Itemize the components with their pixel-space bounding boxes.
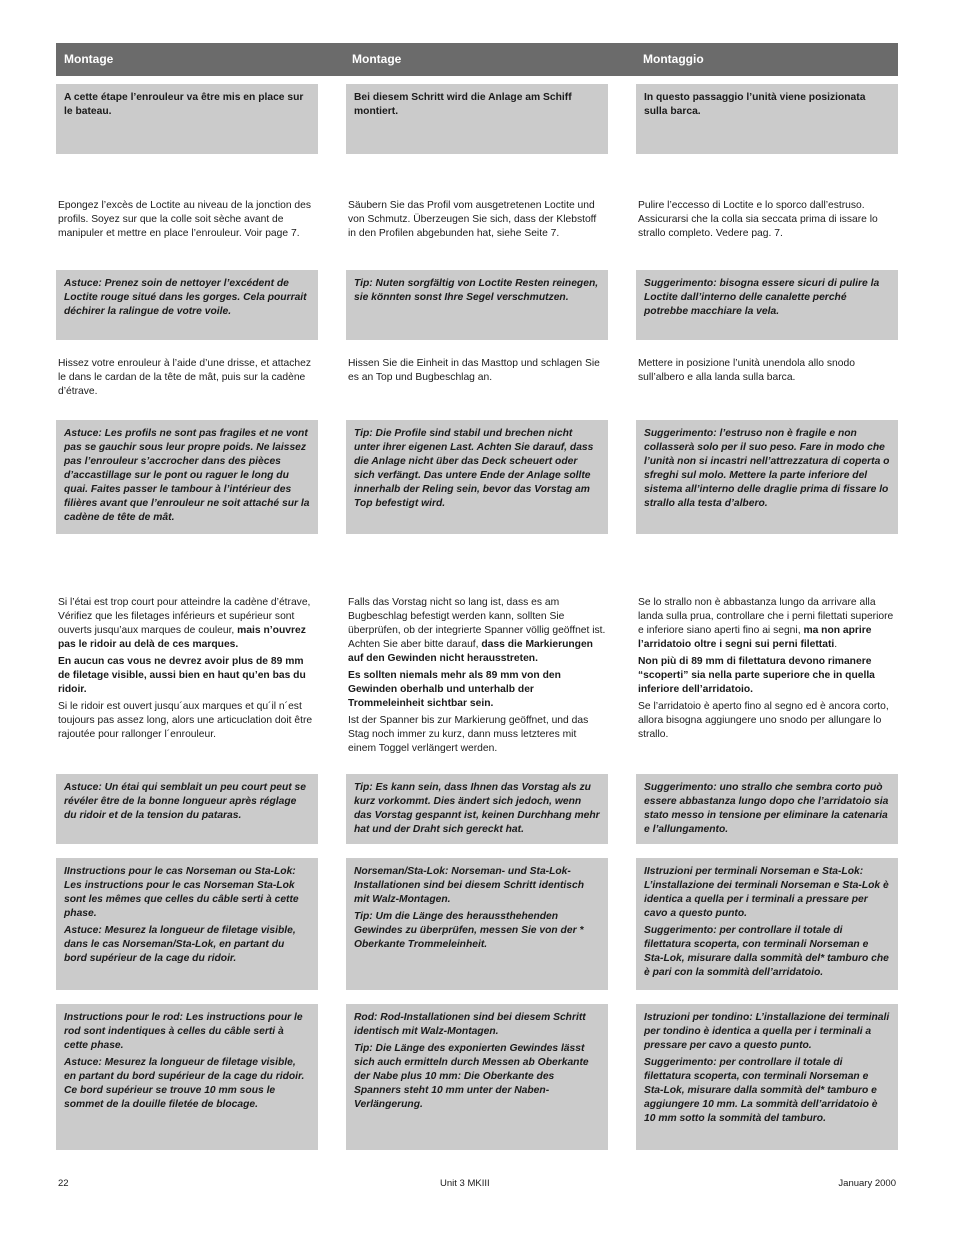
norseman-p2-fr: Astuce: Mesurez la longueur de filetage visible, dans le cas Norseman/Sta-Lok, en partant du bord supérieur de la cage du ridoir. <box>64 925 296 964</box>
rod-box-it <box>636 1004 898 1150</box>
tip-box-loctite-de <box>346 270 608 340</box>
tip-box-short-stay-fr <box>56 774 318 844</box>
short-stay-p3-fr: Si le ridoir est ouvert jusqu´aux marques et qu´il n´est toujours pas assez long, alors une articuclation doit être rajoutée pour rallonger l´enrouleur. <box>58 701 313 740</box>
tip-text-profiles-it: Suggerimento: l’estruso non è fragile e non collasserà solo per il suo peso. Fare in modo che l’unità non si incastri nell’attrezzatura di coperta o sfreghi sul molo. Mettere la parte inferiore del sistema all’interno delle draglie prima di fissare lo strallo alla testa d’albero. <box>644 428 890 509</box>
intro-box-fr <box>56 84 318 154</box>
rod-p1-it: Istruzioni per tondino: L’installazione dei terminali per tondino è identica a quella per i terminali a pressare per cavo a questo punto. <box>644 1012 890 1051</box>
tip-box-loctite-fr <box>56 270 318 340</box>
loctite-paragraph-it <box>636 199 898 241</box>
tip-text-short-stay-it: Suggerimento: uno strallo che sembra corto può essere abbastanza lungo dopo che l’arridatoio sia stato messo in tensione per eliminare la catenaria e l’allungamento. <box>644 782 889 835</box>
norseman-box-fr <box>56 858 318 990</box>
rod-p2-de: Tip: Die Länge des exponierten Gewindes lässt sich auch ermitteln durch Messen ab Oberkante der Nabe plus 10 mm: Die Oberkante des Spanners steht 10 mm unter der Naben-Verlängerung. <box>354 1043 589 1110</box>
hoist-paragraph-fr <box>56 357 318 399</box>
tip-box-profiles-de <box>346 420 608 534</box>
short-stay-p1-bold-fr: mais n’ouvrez pas le ridoir au delà de ces marques. <box>58 625 306 650</box>
hoist-text-de: Hissen Sie die Einheit in das Masttop und schlagen Sie es an Top und Bugbeschlag an. <box>348 358 600 383</box>
tip-text-profiles-de: Tip: Die Profile sind stabil und brechen nicht unter ihrer eigenen Last. Achten Sie darauf, dass die Anlage nicht über das Deck scheuert oder sich verfängt. Das untere Ende der Anlage sollte innerhalb der Reling sein, bevor das Vorstag am Top befestigt wird. <box>354 428 594 509</box>
page-number: 22 <box>58 1178 69 1189</box>
rod-p1-de: Rod: Rod-Installationen sind bei diesem Schritt identisch mit Walz-Montagen. <box>354 1012 586 1037</box>
footer-date: January 2000 <box>838 1178 896 1189</box>
tip-box-short-stay-it <box>636 774 898 844</box>
loctite-text-it: Pulire l’eccesso di Loctite e lo sporco dall’estruso. Assicurarsi che la colla sia seccata prima di issare lo strallo completo. Vedere pag. 7. <box>638 200 878 239</box>
short-stay-p1-de <box>348 596 606 666</box>
rod-p1-fr: Instructions pour le rod: Les instructions pour le rod sont indentiques à celles du câble serti à cette phase. <box>64 1012 303 1051</box>
short-stay-paragraph-it <box>636 596 898 745</box>
short-stay-p2-de: Es sollten niemals mehr als 89 mm von den Gewinden oberhalb und unterhalb der Trommeleinheit sichtbar sein. <box>348 670 561 709</box>
short-stay-p1-text-it: Se lo strallo non è abbastanza lungo da arrivare alla landa sulla prua, controllare che i perni filettati superiore e inferiore siano aperti fino ai segni, <box>638 597 894 636</box>
header-col-french: Montage <box>64 52 114 66</box>
short-stay-p1-end-it: . <box>834 639 838 650</box>
norseman-box-de <box>346 858 608 990</box>
rod-p2-fr: Astuce: Mesurez la longueur de filetage visible, en partant du bord supérieur de la cage du ridoir. Ce bord supérieur se trouve 10 mm sous le sommet de la douille filetée de blocage. <box>64 1057 305 1110</box>
short-stay-p2-fr: En aucun cas vous ne devrez avoir plus de 89 mm de filetage visible, aussi bien en haut qu’en bas du ridoir. <box>58 656 306 695</box>
short-stay-p1-bold-it: ma non aprire l’arridatoio oltre i segni sui perni filettati <box>638 625 872 650</box>
section-header-bar <box>56 43 898 76</box>
header-col-italian: Montaggio <box>643 52 704 66</box>
footer-unit-name: Unit 3 MKIII <box>440 1178 490 1189</box>
tip-box-short-stay-de <box>346 774 608 844</box>
tip-text-loctite-de: Tip: Nuten sorgfältig von Loctite Resten reinegen, sie könnten sonst Ihre Segel verschmutzen. <box>354 278 599 303</box>
norseman-p2-de: Tip: Um die Länge des heraussthehenden Gewindes zu überprüfen, messen Sie von der * Oberkante Trommeleinheit. <box>354 911 584 950</box>
tip-text-loctite-fr: Astuce: Prenez soin de nettoyer l’excédent de Loctite rouge situé dans les gorges. Cela pourrait déchirer la ralingue de votre voile. <box>64 278 307 317</box>
hoist-text-fr: Hissez votre enrouleur à l’aide d’une drisse, et attachez le dans le cardan de la tête de mât, puis sur la cadène d’étrave. <box>58 358 311 397</box>
short-stay-p1-text-de: Falls das Vorstag nicht so lang ist, dass es am Bugbeschlag befestigt werden kann, sollten Sie überprüfen, ob der integrierte Spanner völlig geöffnet ist. Achten Sie aber bitte darauf, <box>348 597 606 650</box>
tip-text-profiles-fr: Astuce: Les profils ne sont pas fragiles et ne vont pas se gauchir sous leur propre poids. Ne laissez pas l’enrouleur s’accrocher dans des pièces d’accastillage sur le pont ou raguer le long du quai. Faites passer le tambour à l’intérieur des filières avant que l’enrouleur ne soit attaché sur la cadène de tête de mât. <box>64 428 310 523</box>
short-stay-p2-it: Non più di 89 mm di filettatura devono rimanere “scoperti” sia nella parte superiore che in quella inferiore dell’arridatoio. <box>638 656 875 695</box>
intro-text-it: In questo passaggio l’unità viene posizionata sulla barca. <box>644 92 866 117</box>
short-stay-p3-de: Ist der Spanner bis zur Markierung geöffnet, und das Stag noch immer zu kurz, dann muss letzteres mit einem Toggel verlängert werden. <box>348 715 589 754</box>
loctite-text-fr: Epongez l’excès de Loctite au niveau de la jonction des profils. Soyez sur que la colle soit sèche avant de manipuler et mettre en place l’enrouleur. Voir page 7. <box>58 200 312 239</box>
tip-text-loctite-it: Suggerimento: bisogna essere sicuri di pulire la Loctite dall’interno delle canalette perché potrebbe macchiare la vela. <box>644 278 880 317</box>
tip-box-profiles-it <box>636 420 898 534</box>
loctite-text-de: Säubern Sie das Profil vom ausgetretenen Loctite und von Schmutz. Überzeugen Sie sich, dass der Klebstoff in den Profilen abgebunden hat, siehe Seite 7. <box>348 200 597 239</box>
norseman-p1-de: Norseman/Sta-Lok: Norseman- und Sta-Lok-Installationen sind bei diesem Schritt identisch mit Walz-Montagen. <box>354 866 585 905</box>
tip-text-short-stay-fr: Astuce: Un étai qui semblait un peu court peut se révéler être de la bonne longueur après réglage du ridoir et de la tension du pataras. <box>64 782 307 821</box>
header-col-german: Montage <box>352 52 402 66</box>
hoist-paragraph-de <box>346 357 608 385</box>
norseman-p2-it: Suggerimento: per controllare il totale di filettatura scoperta, con terminali Norseman e Sta-Lok, misurare dalla sommità del* tamburo che è pari con la sommità dell’arridatoio. <box>644 925 889 978</box>
norseman-p1-fr: IInstructions pour le cas Norseman ou Sta-Lok: Les instructions pour le cas Norseman Sta-Lok sont les mêmes que celles du câble serti à cette phase. <box>64 866 299 919</box>
rod-p2-it: Suggerimento: per controllare il totale di filettatura scoperta, con terminali Norseman e Sta-Lok, misurare dalla sommità del* tamburo e aggiungere 10 mm. La sommità dell’arridatoio è 10 mm sotto la sommità del tamburo. <box>644 1057 878 1124</box>
intro-text-fr: A cette étape l’enrouleur va être mis en place sur le bateau. <box>64 92 304 117</box>
short-stay-p1-text-fr: Si l’étai est trop court pour atteindre la cadène d’étrave, Vérifiez que les filetages inférieurs et supérieur sont ouverts jusqu’aux marques de couleur, <box>58 597 311 636</box>
loctite-paragraph-de <box>346 199 608 241</box>
rod-box-de <box>346 1004 608 1150</box>
rod-box-fr <box>56 1004 318 1150</box>
norseman-box-it <box>636 858 898 990</box>
intro-text-de: Bei diesem Schritt wird die Anlage am Schiff montiert. <box>354 92 572 117</box>
tip-text-short-stay-de: Tip: Es kann sein, dass Ihnen das Vorstag als zu kurz vorkommt. Dies ändert sich jedoch, wenn das Vorstag gespannt ist, keinen Durchhang mehr hat und der Draht sich gereckt hat. <box>354 782 600 835</box>
loctite-paragraph-fr <box>56 199 318 241</box>
hoist-paragraph-it <box>636 357 898 385</box>
tip-box-profiles-fr <box>56 420 318 534</box>
hoist-text-it: Mettere in posizione l’unità unendola allo snodo sull’albero e alla landa sulla barca. <box>638 358 855 383</box>
intro-box-de <box>346 84 608 154</box>
short-stay-p1-fr <box>58 596 316 652</box>
short-stay-paragraph-de <box>346 596 608 759</box>
short-stay-p3-it: Se l’arridatoio è aperto fino al segno ed è ancora corto, allora bisogna aggiungere uno snodo per allungare lo strallo. <box>638 701 889 740</box>
short-stay-p1-it <box>638 596 896 652</box>
intro-box-it <box>636 84 898 154</box>
short-stay-paragraph-fr <box>56 596 318 745</box>
tip-box-loctite-it <box>636 270 898 340</box>
short-stay-p1-bold-de: dass die Markierungen auf den Gewinden nicht herausstreten. <box>348 639 593 664</box>
norseman-p1-it: IIstruzioni per terminali Norseman e Sta-Lok: L’installazione dei terminali Norseman e Sta-Lok è identica a quella per i terminali a pressare per cavo a questo punto. <box>644 866 889 919</box>
